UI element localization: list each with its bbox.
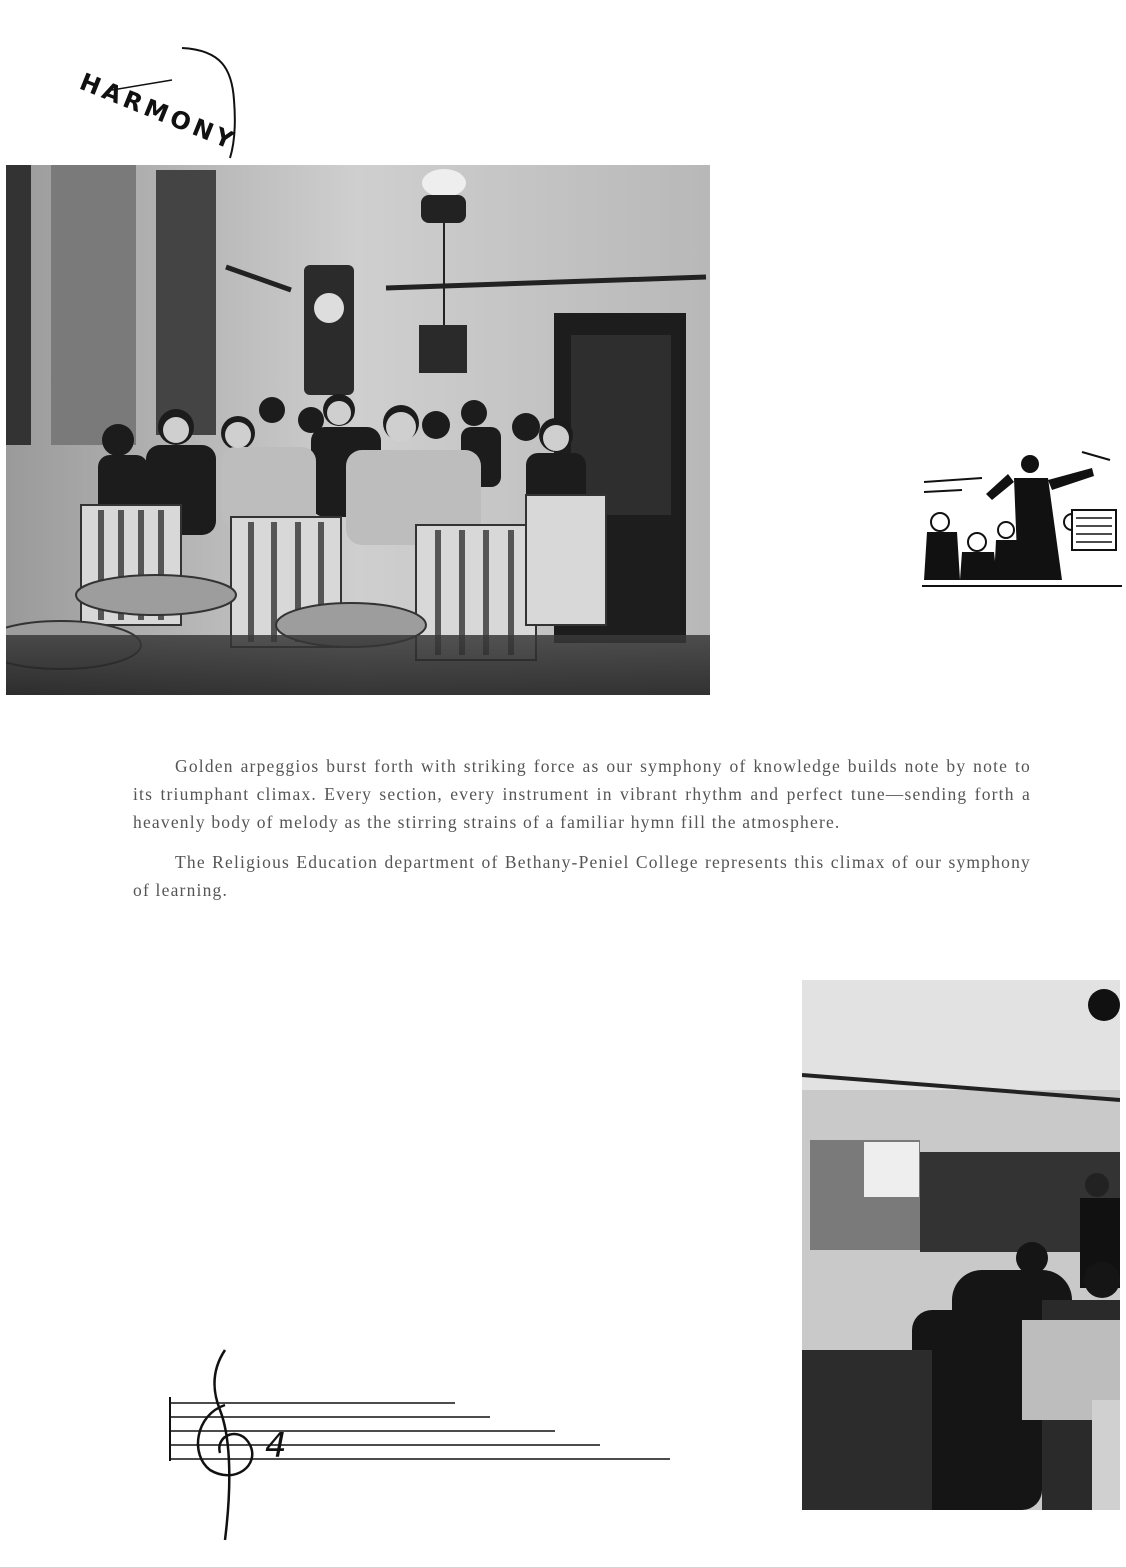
page-title — [72, 40, 242, 165]
paragraph-intro: Golden arpeggios burst forth with striking force as our symphony of knowledge builds note by note to its triumphant climax. Every section, every instrument in vibrant rhythm and perfect tune—sending forth a heavenly body of melody as the stirring strains of a familiar hymn fill the atmosphere. — [133, 756, 1031, 832]
conductor-icon — [922, 450, 1122, 590]
treble-clef-icon — [165, 1345, 675, 1545]
classroom-photo — [6, 165, 710, 695]
staff-illustration — [165, 1345, 675, 1545]
paragraph-department: The Religious Education department of Bethany-Peniel College represents this climax of our symphony of learning. — [133, 852, 1031, 900]
harmony-title-lettering-icon — [72, 40, 242, 165]
lecture-photo — [802, 980, 1120, 1510]
title-text: HARMONY — [75, 67, 241, 157]
body-text — [133, 752, 1031, 916]
conductor-illustration — [922, 450, 1122, 590]
time-signature: 4 — [265, 1426, 287, 1466]
